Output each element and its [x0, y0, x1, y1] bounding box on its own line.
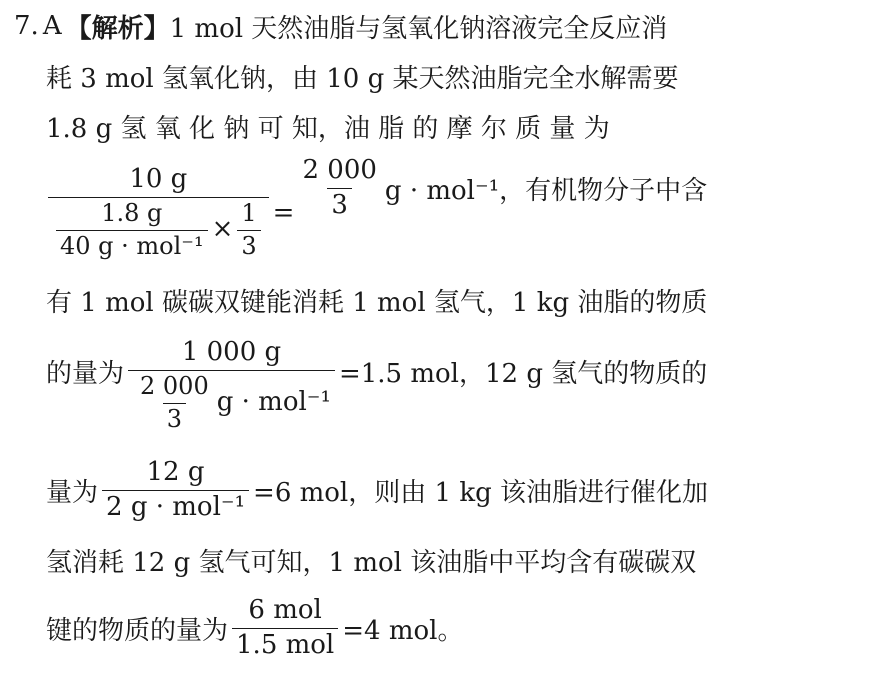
- line-7-prefix: 量为: [46, 477, 99, 508]
- line-9-text: =4 mol。: [342, 615, 464, 646]
- line-7: [46, 458, 708, 522]
- answer-letter: A: [42, 11, 62, 41]
- inner-numerator: 1.8 g: [101, 199, 163, 228]
- line-9: [46, 596, 463, 660]
- fraction-denominator: [48, 197, 269, 260]
- result-numerator: 2 000: [302, 154, 377, 185]
- line-2-text: 耗 3 mol 氢氧化钠，由 10 g 某天然油脂完全水解需要: [46, 63, 679, 94]
- line-8: [46, 542, 696, 578]
- line-4-text: g · mol⁻¹，有机物分子中含: [384, 175, 708, 206]
- times-sign: ×: [211, 214, 234, 245]
- fraction-numerator: 10 g: [129, 164, 188, 195]
- hydrogen-amount-numerator: 12 g: [146, 456, 205, 487]
- line-6-text: =1.5 mol，12 g 氢气的物质的: [338, 358, 708, 389]
- molar-mass-inner-numerator: 2 000: [140, 372, 209, 401]
- result-denominator: 3: [327, 188, 352, 221]
- third-numerator: 1: [241, 199, 257, 228]
- double-bond-denominator: 1.5 mol: [232, 628, 338, 661]
- line-9-prefix: 键的物质的量为: [46, 615, 229, 646]
- line-4: [44, 154, 708, 268]
- line-5: [46, 282, 707, 318]
- inner-fraction: [56, 200, 208, 260]
- line-3: [46, 108, 610, 144]
- line-6-prefix: 的量为: [46, 358, 125, 389]
- oil-amount-numerator: 1 000 g: [181, 337, 282, 368]
- line-6: [46, 336, 707, 436]
- molar-mass-unit: g · mol⁻¹: [216, 387, 331, 418]
- hydrogen-amount-fraction: [102, 458, 249, 523]
- inner-denominator: 40 g · mol⁻¹: [56, 230, 208, 261]
- line-5-text: 有 1 mol 碳碳双键能消耗 1 mol 氢气，1 kg 油脂的物质: [46, 287, 708, 318]
- third-denominator: 3: [237, 230, 260, 261]
- oil-amount-denominator: [128, 370, 335, 433]
- line-1: [14, 8, 667, 44]
- molar-mass-inner-denominator: 3: [163, 403, 186, 434]
- third-fraction: [237, 200, 260, 260]
- oil-amount-fraction: [128, 338, 335, 433]
- line-2: [46, 58, 678, 94]
- line-1-text: 1 mol 天然油脂与氢氧化钠溶液完全反应消: [169, 13, 668, 44]
- hydrogen-amount-denominator: 2 g · mol⁻¹: [102, 490, 249, 523]
- result-fraction: [298, 156, 380, 221]
- molar-mass-fraction: [48, 165, 269, 260]
- double-bond-numerator: 6 mol: [248, 594, 322, 625]
- molar-mass-inner-fraction: [136, 373, 213, 433]
- line-3-text: 1.8 g 氢 氧 化 钠 可 知，油 脂 的 摩 尔 质 量 为: [46, 113, 610, 144]
- question-number: 7.: [14, 11, 39, 41]
- line-7-text: =6 mol，则由 1 kg 该油脂进行催化加: [253, 477, 708, 508]
- equals-sign: =: [272, 198, 295, 228]
- line-8-text: 氢消耗 12 g 氢气可知，1 mol 该油脂中平均含有碳碳双: [46, 547, 697, 578]
- analysis-label: 【解析】: [65, 13, 170, 44]
- double-bond-fraction: [232, 596, 338, 661]
